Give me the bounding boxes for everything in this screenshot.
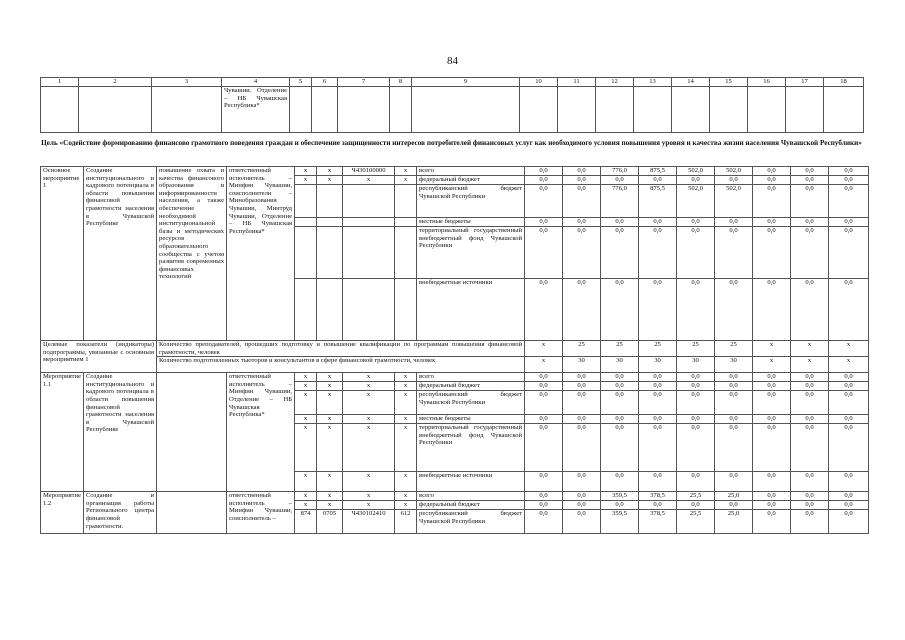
target-row xyxy=(41,357,869,373)
event-1-2-name: Создание и организация работы Регионального центра финансовой грамотности. xyxy=(84,492,157,534)
amount-value: 0,0 xyxy=(639,176,677,185)
target-value: 25 xyxy=(601,341,639,357)
code-grbs: 874 xyxy=(295,510,317,534)
code-type: x xyxy=(395,391,417,415)
amount-value: 0,0 xyxy=(563,424,601,472)
code-section: x xyxy=(317,382,343,391)
amount-value: 0,0 xyxy=(677,415,715,424)
amount-value: 378,5 xyxy=(639,492,677,501)
amount-value: 0,0 xyxy=(525,167,563,176)
amount-value: 0,0 xyxy=(601,218,639,227)
amount-value: 0,0 xyxy=(601,501,639,510)
code-type: x xyxy=(395,501,417,510)
code-grbs xyxy=(295,218,317,227)
amount-value: 0,0 xyxy=(563,415,601,424)
amount-value: 0,0 xyxy=(525,227,563,279)
amount-value: 0,0 xyxy=(715,227,753,279)
funding-source: всего xyxy=(417,167,525,176)
main-event-1-executors: ответственный исполнитель – Минфин Чувашии, соисполнители – Минобразования Чувашии, Минтруд Чувашии, Отделение – НБ Чувашская Республика* xyxy=(227,167,295,341)
amount-value: 0,0 xyxy=(829,218,869,227)
code-grbs xyxy=(295,227,317,279)
main-event-1-title: Основное мероприятие 1 xyxy=(41,167,84,341)
target-value: 30 xyxy=(601,357,639,373)
amount-value: 0,0 xyxy=(525,424,563,472)
amount-value: 0,0 xyxy=(753,373,791,382)
amount-value: 0,0 xyxy=(753,424,791,472)
amount-value: 0,0 xyxy=(563,501,601,510)
code-type: x xyxy=(395,492,417,501)
amount-value: 0,0 xyxy=(791,501,829,510)
amount-value: 0,0 xyxy=(753,501,791,510)
column-number: 5 xyxy=(290,78,312,87)
code-section xyxy=(317,279,343,341)
amount-value: 0,0 xyxy=(563,373,601,382)
column-number: 3 xyxy=(152,78,222,87)
amount-value: 0,0 xyxy=(791,167,829,176)
amount-value: 0,0 xyxy=(753,218,791,227)
amount-value: 0,0 xyxy=(563,382,601,391)
event-1-1-executors: ответственный исполнитель – Минфин Чувашии, Отделение – НБ Чувашская Республика* xyxy=(227,373,295,492)
amount-value: 0,0 xyxy=(829,510,869,534)
amount-value: 0,0 xyxy=(829,373,869,382)
funding-source: территориальный государственный внебюджетный фонд Чувашской Республики xyxy=(417,424,525,472)
funding-source: республиканский бюджет Чувашской Республики xyxy=(417,510,525,534)
amount-value: 0,0 xyxy=(525,185,563,218)
code-section: x xyxy=(317,391,343,415)
target-value: x xyxy=(791,357,829,373)
amount-value: 0,0 xyxy=(829,227,869,279)
code-section: x xyxy=(317,501,343,510)
code-section: x xyxy=(317,492,343,501)
amount-value: 0,0 xyxy=(639,373,677,382)
code-type xyxy=(395,227,417,279)
amount-value: 0,0 xyxy=(715,424,753,472)
code-type: 612 xyxy=(395,510,417,534)
column-number: 8 xyxy=(390,78,412,87)
code-grbs: x xyxy=(295,424,317,472)
code-section xyxy=(317,218,343,227)
amount-value: 25,0 xyxy=(715,492,753,501)
column-number: 15 xyxy=(710,78,748,87)
amount-value: 25,5 xyxy=(677,510,715,534)
funding-source: федеральный бюджет xyxy=(417,382,525,391)
code-target: Ч430102410 xyxy=(343,510,395,534)
code-grbs: x xyxy=(295,501,317,510)
event-1-1-title: Мероприятие 1.1 xyxy=(41,373,84,492)
target-value: x xyxy=(525,341,563,357)
code-type xyxy=(395,185,417,218)
amount-value: 0,0 xyxy=(753,185,791,218)
amount-value: 0,0 xyxy=(525,472,563,492)
page-number: 84 xyxy=(447,55,458,67)
code-type: x xyxy=(395,424,417,472)
amount-value: 0,0 xyxy=(715,279,753,341)
amount-value: 0,0 xyxy=(753,279,791,341)
code-grbs: x xyxy=(295,472,317,492)
code-grbs xyxy=(295,185,317,218)
code-target: x xyxy=(343,382,395,391)
code-target xyxy=(343,279,395,341)
amount-value: 0,0 xyxy=(791,279,829,341)
amount-value: 502,0 xyxy=(715,185,753,218)
amount-value: 0,0 xyxy=(677,227,715,279)
amount-value: 0,0 xyxy=(753,415,791,424)
column-number: 4 xyxy=(222,78,290,87)
amount-value: 0,0 xyxy=(563,472,601,492)
amount-value: 0,0 xyxy=(715,218,753,227)
amount-value: 0,0 xyxy=(791,382,829,391)
amount-value: 0,0 xyxy=(753,492,791,501)
funding-source: республиканский бюджет Чувашской Республики xyxy=(417,391,525,415)
main-event-1-name: Создание институционального и кадрового потенциала в области повышения финансовой грамотности населения в Чувашской Республике xyxy=(84,167,157,341)
code-target: x xyxy=(343,373,395,382)
code-type xyxy=(395,218,417,227)
code-section: x xyxy=(317,472,343,492)
amount-value: 0,0 xyxy=(639,472,677,492)
amount-value: 0,0 xyxy=(639,227,677,279)
amount-value: 0,0 xyxy=(563,227,601,279)
main-event-1-goal: повышение охвата и качества финансового образования и информированности населения, а также обеспечение необходимой институциональной базы и методических ресурсов образовательного сообщества с учетом развития современных финансовых технологий xyxy=(157,167,227,341)
code-type: x xyxy=(395,415,417,424)
amount-value: 0,0 xyxy=(563,510,601,534)
code-type: x xyxy=(395,373,417,382)
funding-source: территориальный государственный внебюджетный фонд Чувашской Республики xyxy=(417,227,525,279)
amount-value: 502,0 xyxy=(677,167,715,176)
column-number: 14 xyxy=(672,78,710,87)
amount-value: 0,0 xyxy=(715,382,753,391)
funding-source: республиканский бюджет Чувашской Республики xyxy=(417,185,525,218)
amount-value: 0,0 xyxy=(677,501,715,510)
target-text: Количество преподавателей, прошедших подготовку и повышение квалификации по программам повышения финансовой грамотности, человек xyxy=(157,341,525,357)
code-target xyxy=(343,218,395,227)
code-target xyxy=(343,227,395,279)
amount-value: 25,0 xyxy=(715,510,753,534)
code-section: x xyxy=(317,176,343,185)
code-grbs: x xyxy=(295,176,317,185)
column-number: 9 xyxy=(412,78,520,87)
funding-source: местные бюджеты xyxy=(417,415,525,424)
amount-value: 776,0 xyxy=(601,167,639,176)
target-value: 30 xyxy=(639,357,677,373)
amount-value: 0,0 xyxy=(791,492,829,501)
amount-value: 0,0 xyxy=(791,185,829,218)
program-table xyxy=(40,166,869,534)
amount-value: 0,0 xyxy=(753,167,791,176)
amount-value: 0,0 xyxy=(677,391,715,415)
amount-value: 0,0 xyxy=(715,415,753,424)
amount-value: 0,0 xyxy=(791,424,829,472)
amount-value: 0,0 xyxy=(525,176,563,185)
funding-source: федеральный бюджет xyxy=(417,176,525,185)
target-value: 25 xyxy=(677,341,715,357)
amount-value: 0,0 xyxy=(829,492,869,501)
amount-value: 0,0 xyxy=(525,279,563,341)
amount-value: 0,0 xyxy=(639,218,677,227)
amount-value: 0,0 xyxy=(563,167,601,176)
target-text: Количество подготовленных тьюторов и консультантов в сфере финансовой грамотности, человек xyxy=(157,357,525,373)
amount-value: 0,0 xyxy=(715,391,753,415)
amount-value: 0,0 xyxy=(525,373,563,382)
amount-value: 0,0 xyxy=(525,382,563,391)
amount-value: 0,0 xyxy=(829,424,869,472)
code-section: x xyxy=(317,415,343,424)
amount-value: 0,0 xyxy=(715,472,753,492)
table-row xyxy=(41,373,869,382)
code-grbs xyxy=(295,279,317,341)
event-1-2-executors: ответственный исполнитель – Минфин Чувашии, соисполнитель – xyxy=(227,492,295,534)
target-value: x xyxy=(791,341,829,357)
target-value: 25 xyxy=(639,341,677,357)
column-number: 11 xyxy=(558,78,596,87)
code-target: x xyxy=(343,391,395,415)
code-section: 0705 xyxy=(317,510,343,534)
amount-value: 0,0 xyxy=(601,415,639,424)
target-value: x xyxy=(829,357,869,373)
amount-value: 0,0 xyxy=(715,176,753,185)
amount-value: 0,0 xyxy=(601,424,639,472)
target-value: 25 xyxy=(563,341,601,357)
code-target: x xyxy=(343,415,395,424)
column-number: 12 xyxy=(596,78,634,87)
code-target: x xyxy=(343,176,395,185)
amount-value: 0,0 xyxy=(829,415,869,424)
funding-source: федеральный бюджет xyxy=(417,501,525,510)
column-number: 6 xyxy=(312,78,338,87)
funding-source: внебюджетные источники xyxy=(417,472,525,492)
column-number: 13 xyxy=(634,78,672,87)
amount-value: 0,0 xyxy=(753,227,791,279)
code-target xyxy=(343,185,395,218)
code-target: x xyxy=(343,424,395,472)
code-grbs: x xyxy=(295,415,317,424)
amount-value: 0,0 xyxy=(715,373,753,382)
amount-value: 0,0 xyxy=(829,279,869,341)
target-value: 30 xyxy=(677,357,715,373)
amount-value: 0,0 xyxy=(525,218,563,227)
code-grbs: x xyxy=(295,391,317,415)
amount-value: 0,0 xyxy=(791,218,829,227)
code-target: x xyxy=(343,472,395,492)
amount-value: 875,5 xyxy=(639,167,677,176)
amount-value: 0,0 xyxy=(791,415,829,424)
code-grbs: x xyxy=(295,167,317,176)
amount-value: 359,5 xyxy=(601,510,639,534)
code-type: x xyxy=(395,382,417,391)
amount-value: 0,0 xyxy=(677,373,715,382)
amount-value: 25,5 xyxy=(677,492,715,501)
amount-value: 0,0 xyxy=(791,227,829,279)
amount-value: 0,0 xyxy=(525,510,563,534)
target-value: x xyxy=(525,357,563,373)
amount-value: 776,0 xyxy=(601,185,639,218)
amount-value: 0,0 xyxy=(639,391,677,415)
amount-value: 0,0 xyxy=(601,176,639,185)
amount-value: 0,0 xyxy=(525,391,563,415)
column-number: 17 xyxy=(786,78,824,87)
amount-value: 0,0 xyxy=(639,382,677,391)
amount-value: 875,5 xyxy=(639,185,677,218)
column-number: 10 xyxy=(520,78,558,87)
amount-value: 0,0 xyxy=(753,472,791,492)
amount-value: 0,0 xyxy=(601,382,639,391)
target-value: 30 xyxy=(563,357,601,373)
target-label: Целевые показатели (индикаторы) подпрограммы, увязанные с основным мероприятием 1 xyxy=(41,341,157,373)
target-value: 25 xyxy=(715,341,753,357)
event-1-1-name: Создание институционального и кадрового потенциала в области повышения финансовой грамотности населения в Чувашской Республике xyxy=(84,373,157,492)
amount-value: 0,0 xyxy=(677,218,715,227)
amount-value: 502,0 xyxy=(715,167,753,176)
column-number: 7 xyxy=(338,78,390,87)
amount-value: 0,0 xyxy=(601,227,639,279)
code-grbs: x xyxy=(295,373,317,382)
code-section: x xyxy=(317,424,343,472)
amount-value: 359,5 xyxy=(601,492,639,501)
target-value: 30 xyxy=(715,357,753,373)
funding-source: внебюджетные источники xyxy=(417,279,525,341)
amount-value: 0,0 xyxy=(829,185,869,218)
amount-value: 0,0 xyxy=(639,415,677,424)
amount-value: 0,0 xyxy=(829,501,869,510)
table-row xyxy=(41,492,869,501)
amount-value: 0,0 xyxy=(715,501,753,510)
amount-value: 0,0 xyxy=(791,391,829,415)
amount-value: 0,0 xyxy=(639,424,677,472)
code-grbs: x xyxy=(295,382,317,391)
amount-value: 0,0 xyxy=(791,176,829,185)
amount-value: 0,0 xyxy=(677,472,715,492)
column-number: 1 xyxy=(41,78,79,87)
amount-value: 0,0 xyxy=(677,279,715,341)
code-section: x xyxy=(317,167,343,176)
amount-value: 0,0 xyxy=(753,176,791,185)
event-1-2-goal xyxy=(157,492,227,534)
amount-value: 502,0 xyxy=(677,185,715,218)
amount-value: 0,0 xyxy=(791,373,829,382)
target-value: x xyxy=(753,357,791,373)
column-number: 16 xyxy=(748,78,786,87)
amount-value: 0,0 xyxy=(753,382,791,391)
funding-source: местные бюджеты xyxy=(417,218,525,227)
amount-value: 0,0 xyxy=(639,501,677,510)
header-table xyxy=(40,77,864,133)
amount-value: 378,5 xyxy=(639,510,677,534)
amount-value: 0,0 xyxy=(677,176,715,185)
amount-value: 0,0 xyxy=(563,176,601,185)
event-1-2-title: Мероприятие 1.2 xyxy=(41,492,84,534)
amount-value: 0,0 xyxy=(753,391,791,415)
code-grbs: x xyxy=(295,492,317,501)
target-value: x xyxy=(829,341,869,357)
table-row xyxy=(41,167,869,176)
amount-value: 0,0 xyxy=(601,472,639,492)
amount-value: 0,0 xyxy=(563,492,601,501)
amount-value: 0,0 xyxy=(525,415,563,424)
top-fragment: Чувашии. Отделение – НБ Чувашская Республика* xyxy=(222,87,290,133)
code-section xyxy=(317,227,343,279)
amount-value: 0,0 xyxy=(601,391,639,415)
funding-source: всего xyxy=(417,492,525,501)
amount-value: 0,0 xyxy=(677,424,715,472)
code-section: x xyxy=(317,373,343,382)
amount-value: 0,0 xyxy=(829,391,869,415)
column-number: 2 xyxy=(79,78,152,87)
event-1-1-goal xyxy=(157,373,227,492)
amount-value: 0,0 xyxy=(525,501,563,510)
code-type: x xyxy=(395,472,417,492)
target-value: x xyxy=(753,341,791,357)
amount-value: 0,0 xyxy=(563,279,601,341)
column-number: 18 xyxy=(824,78,864,87)
amount-value: 0,0 xyxy=(601,279,639,341)
code-type: x xyxy=(395,176,417,185)
amount-value: 0,0 xyxy=(563,391,601,415)
amount-value: 0,0 xyxy=(753,510,791,534)
amount-value: 0,0 xyxy=(601,373,639,382)
target-row xyxy=(41,341,869,357)
amount-value: 0,0 xyxy=(677,382,715,391)
amount-value: 0,0 xyxy=(563,218,601,227)
amount-value: 0,0 xyxy=(525,492,563,501)
code-section xyxy=(317,185,343,218)
amount-value: 0,0 xyxy=(829,167,869,176)
code-type: x xyxy=(395,167,417,176)
amount-value: 0,0 xyxy=(829,382,869,391)
funding-source: всего xyxy=(417,373,525,382)
goal-heading: Цель «Содействие формированию финансово грамотного поведения граждан и обеспечение защищенности интересов потребителей финансовых услуг как необходимого условия повышения уровня и качества жизни населения Чувашской Республики» xyxy=(41,139,862,147)
amount-value: 0,0 xyxy=(563,185,601,218)
amount-value: 0,0 xyxy=(791,510,829,534)
amount-value: 0,0 xyxy=(791,472,829,492)
code-target: x xyxy=(343,492,395,501)
code-target: x xyxy=(343,501,395,510)
amount-value: 0,0 xyxy=(639,279,677,341)
amount-value: 0,0 xyxy=(829,176,869,185)
amount-value: 0,0 xyxy=(829,472,869,492)
code-target: Ч430100000 xyxy=(343,167,395,176)
code-type xyxy=(395,279,417,341)
